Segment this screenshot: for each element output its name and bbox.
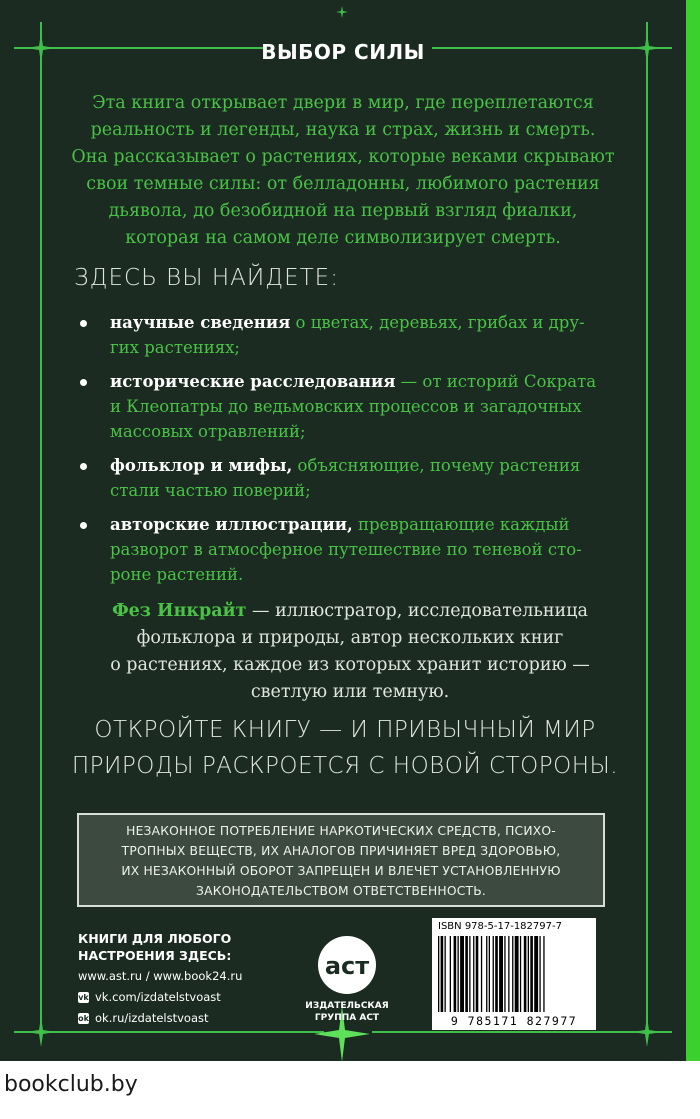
list-item-bold: исторические расследования (110, 372, 396, 391)
promo-ok (78, 1008, 298, 1029)
publisher-line: ИЗДАТЕЛЬСКАЯ (305, 1001, 389, 1011)
ok-icon: ok (78, 1014, 89, 1023)
ok-link[interactable]: ok.ru/izdatelstvoast (95, 1011, 209, 1025)
barcode-digits: 9 785171 827977 (450, 1014, 578, 1028)
intro-paragraph (62, 90, 624, 252)
promo-title-line: НАСТРОЕНИЯ ЗДЕСЬ: (78, 948, 232, 963)
features-list (80, 310, 610, 596)
intro-line: реальность и легенды, наука и страх, жизнь и смерть. (90, 120, 596, 140)
vk-link[interactable]: vk.com/izdatelstvoast (95, 990, 221, 1004)
list-item-text: превращающие каждый разворот в атмосферное путешествие по теневой сто-роне растений. (110, 515, 582, 584)
footer-site: bookclub.by (4, 1072, 138, 1097)
find-heading: ЗДЕСЬ ВЫ НАЙДЕТЕ: (74, 265, 339, 291)
list-item (80, 310, 610, 360)
header-title: ВЫБОР СИЛЫ (261, 40, 425, 64)
publisher-line: ГРУППА АСТ (314, 1013, 380, 1023)
isbn-barcode (432, 918, 596, 1030)
intro-line: которая на самом деле символизирует смерть. (125, 228, 561, 248)
author-name: Фез Инкрайт (112, 601, 247, 621)
ast-logo-text: аст (324, 952, 370, 980)
list-item-bold: фольклор и мифы, (110, 456, 293, 475)
list-item-text: объясняющие, почему растения стали частью поверий; (110, 456, 581, 500)
star-bottom-right-icon (632, 1017, 662, 1047)
sites-link[interactable]: www.ast.ru / www.book24.ru (78, 969, 243, 983)
list-item (80, 512, 610, 587)
list-item-text: о цветах, деревьях, грибах и дру-гих растениях; (110, 313, 585, 357)
promo-vk (78, 987, 298, 1008)
author-line: фольклора и природы, автор нескольких книг (136, 628, 564, 648)
frame-bottom-right (372, 1031, 672, 1033)
promo-sites (78, 966, 298, 987)
warning-line: ИХ НЕЗАКОННЫЙ ОБОРОТ ЗАПРЕЩЕН И ВЛЕЧЕТ УСТАНОВЛЕННУЮ (121, 864, 561, 878)
list-item-bold: научные сведения (110, 313, 291, 332)
intro-line: Она рассказывает о растениях, которые веками скрывают (71, 147, 615, 167)
author-text: — иллюстратор, исследовательница (246, 601, 588, 621)
barcode-bars (438, 936, 590, 1012)
intro-line: свои темные силы: от белладонны, любимого растения (86, 174, 600, 194)
bullet-dot-icon (80, 320, 87, 327)
bullet-dot-icon (80, 522, 87, 529)
frame-left-vertical (40, 22, 42, 1032)
tagline-line: ОТКРОЙТЕ КНИГУ — И ПРИВЫЧНЫЙ МИР (94, 717, 596, 743)
intro-line: Эта книга открывает двери в мир, где переплетаются (92, 93, 594, 113)
list-item (80, 453, 610, 503)
author-line: о растениях, каждое из которых хранит историю — (110, 655, 590, 675)
warning-line: ТРОПНЫХ ВЕЩЕСТВ, ИХ АНАЛОГОВ ПРИЧИНЯЕТ ВРЕД ЗДОРОВЬЮ, (121, 844, 561, 858)
tagline-line: ПРИРОДЫ РАСКРОЕТСЯ С НОВОЙ СТОРОНЫ. (71, 753, 619, 779)
publisher-links (78, 930, 298, 1029)
vk-icon: vk (78, 993, 89, 1002)
warning-line: НЕЗАКОННОЕ ПОТРЕБЛЕНИЕ НАРКОТИЧЕСКИХ СРЕДСТВ, ПСИХО- (126, 824, 556, 838)
ast-logo-icon (317, 934, 377, 996)
author-line: светлую или темную. (250, 682, 450, 702)
publisher-logo (292, 934, 402, 1034)
frame-bottom-left (14, 1031, 324, 1033)
bullet-dot-icon (80, 379, 87, 386)
author-line (72, 598, 628, 625)
health-warning-box (77, 813, 605, 907)
list-item (80, 369, 610, 444)
list-item-bold: авторские иллюстрации, (110, 515, 353, 534)
warning-line: ЗАКОНОДАТЕЛЬСТВОМ ОТВЕТСТВЕННОСТЬ. (196, 884, 486, 898)
intro-line: дьявола, до безобидной на первый взгляд фиалки, (108, 201, 578, 221)
bullet-dot-icon (80, 463, 87, 470)
star-bottom-left-icon (26, 1017, 56, 1047)
isbn-label: ISBN 978-5-17-182797-7 (438, 921, 562, 932)
frame-right-vertical (646, 22, 648, 1032)
publisher-name (292, 1000, 402, 1024)
promo-title-line: КНИГИ ДЛЯ ЛЮБОГО (78, 931, 232, 946)
sparkle-top-icon (336, 6, 348, 18)
author-bio (72, 598, 628, 706)
spine-edge (686, 0, 700, 1061)
list-item-text: — от историй Сократа и Клеопатры до ведьмовских процессов и загадочных массовых отравлений; (110, 372, 597, 441)
tagline (40, 712, 650, 784)
